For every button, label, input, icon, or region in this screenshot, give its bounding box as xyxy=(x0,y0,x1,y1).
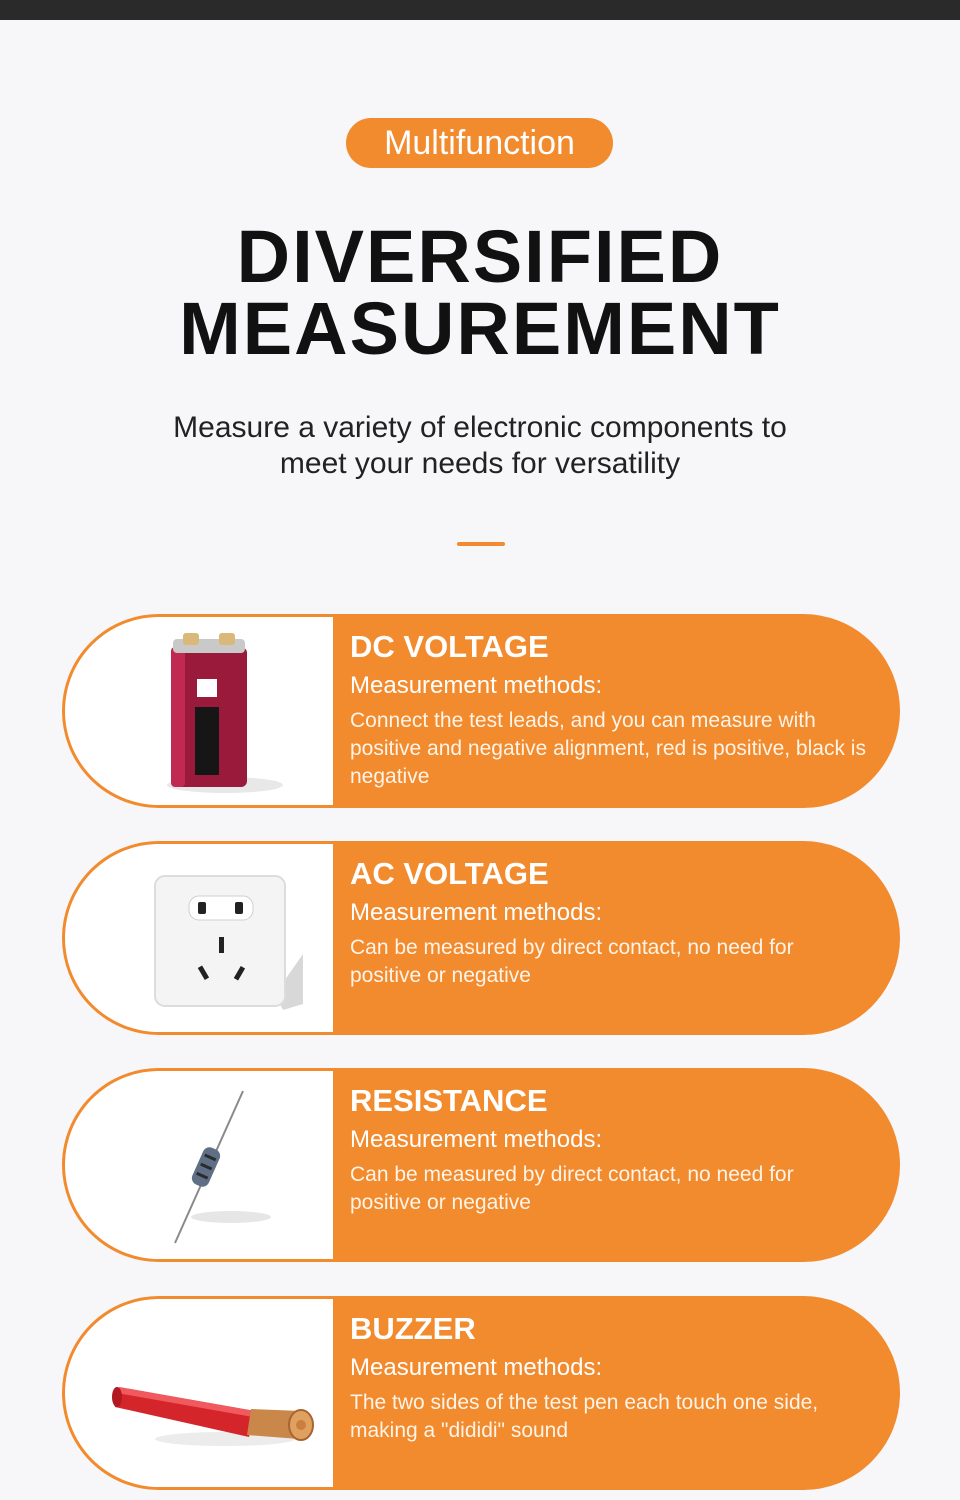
card-text xyxy=(350,629,870,791)
card-text xyxy=(350,856,870,990)
multifunction-tag: Multifunction xyxy=(346,118,613,168)
copper-wire-icon xyxy=(65,1299,333,1487)
card-dc-voltage xyxy=(62,614,900,808)
accent-divider xyxy=(457,542,505,546)
subtitle-line-2: meet your needs for versatility xyxy=(279,447,681,480)
top-bar xyxy=(0,0,960,20)
subtitle xyxy=(0,410,960,482)
card-title: DC VOLTAGE xyxy=(350,629,549,664)
card-subtitle: Measurement methods: xyxy=(350,1126,603,1153)
card-subtitle: Measurement methods: xyxy=(350,1354,603,1381)
card-title: RESISTANCE xyxy=(350,1083,548,1118)
card-subtitle: Measurement methods: xyxy=(350,899,603,926)
headline-line-2: MEASUREMENT xyxy=(179,287,781,370)
resistor-icon xyxy=(65,1071,333,1259)
wall-socket-icon xyxy=(65,844,333,1032)
card-ac-voltage xyxy=(62,841,900,1035)
card-description: The two sides of the test pen each touch one side, making a "dididi" sound xyxy=(350,1391,819,1442)
card-text xyxy=(350,1083,870,1217)
card-text xyxy=(350,1311,870,1445)
card-image-panel xyxy=(65,844,333,1032)
card-title: AC VOLTAGE xyxy=(350,856,549,891)
card-subtitle: Measurement methods: xyxy=(350,672,603,699)
card-title: BUZZER xyxy=(350,1311,476,1346)
card-image-panel xyxy=(65,617,333,805)
card-resistance xyxy=(62,1068,900,1262)
card-description: Connect the test leads, and you can measure with positive and negative alignment, red is positive, black is negative xyxy=(350,709,866,788)
card-description: Can be measured by direct contact, no need for positive or negative xyxy=(350,936,794,987)
card-image-panel xyxy=(65,1071,333,1259)
subtitle-line-1: Measure a variety of electronic components to xyxy=(173,411,787,444)
battery-9v-icon xyxy=(65,617,333,805)
card-buzzer xyxy=(62,1296,900,1490)
card-description: Can be measured by direct contact, no need for positive or negative xyxy=(350,1163,794,1214)
headline-line-1: DIVERSIFIED xyxy=(236,215,724,298)
card-image-panel xyxy=(65,1299,333,1487)
